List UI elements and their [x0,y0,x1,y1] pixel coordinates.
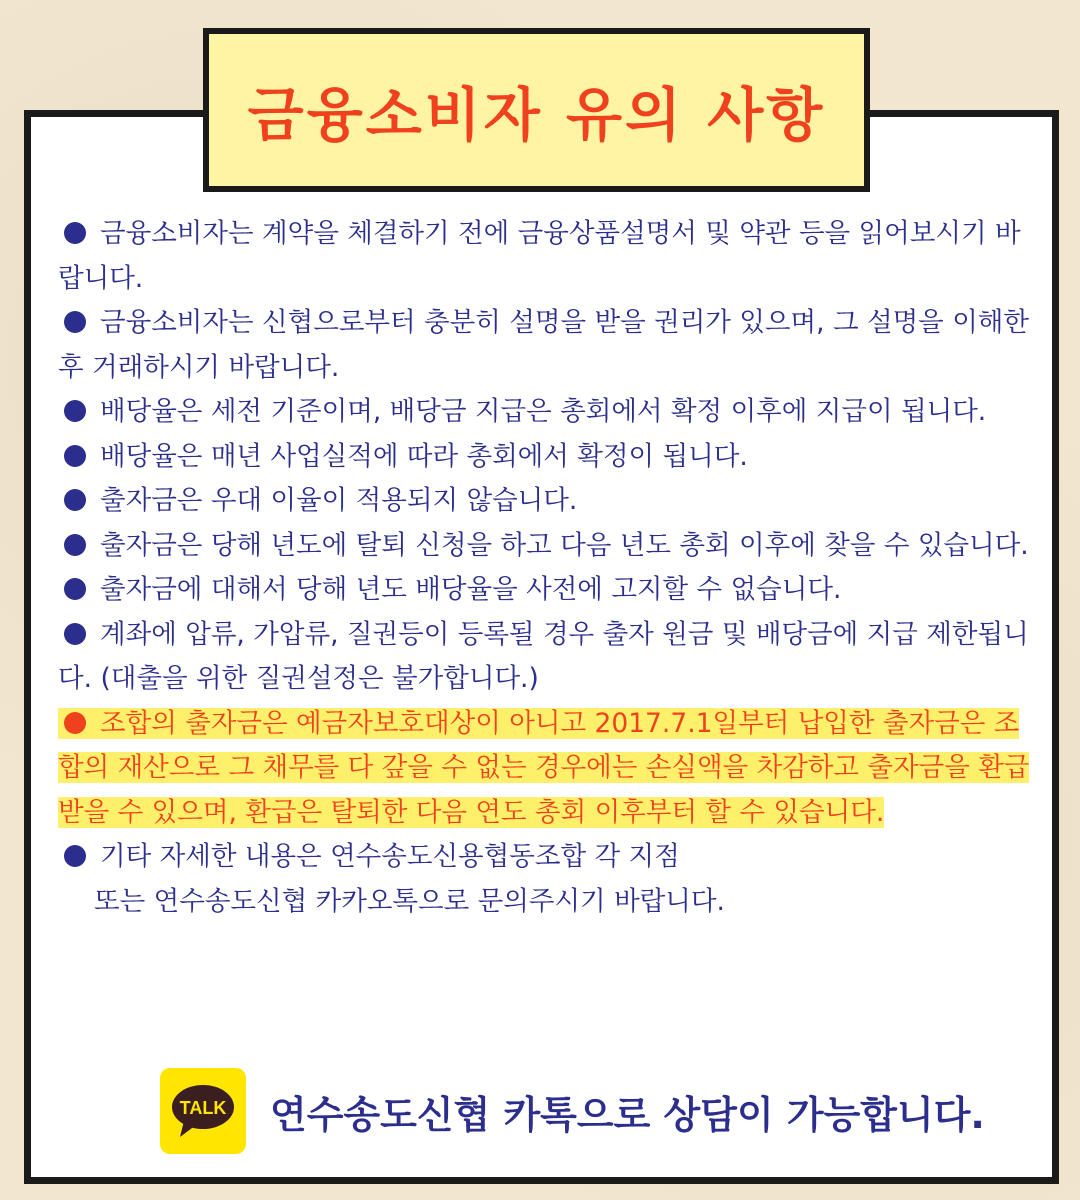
notice-text: 배당율은 매년 사업실적에 따라 총회에서 확정이 됩니다. [100,440,748,472]
notice-text: 출자금은 우대 이율이 적용되지 않습니다. [100,485,578,516]
bullet-icon [64,712,86,734]
bullet-icon [64,311,86,333]
notice-text: 금융소비자는 계약을 체결하기 전에 금융상품설명서 및 약관 등을 읽어보시기 바랍니다. [58,218,1021,294]
notice-text-continued: 또는 연수송도신협 카카오톡으로 문의주시기 바랍니다. [94,885,725,917]
list-item [58,835,1030,924]
notice-text: 기타 자세한 내용은 연수송도신용협동조합 각 지점 [100,841,680,872]
notice-text: 배당율은 세전 기준이며, 배당금 지급은 총회에서 확정 이후에 지급이 됩니다. [100,396,987,427]
list-item [58,524,1030,569]
kakao-talk-icon[interactable] [160,1068,246,1154]
warning-text: 조합의 출자금은 예금자보호대상이 아니고 2017.7.1일부터 납입한 출자금은 조합의 재산으로 그 채무를 다 갚을 수 없는 경우에는 손실액을 차감하고 출자금을 환급받을 수 있으며, 환급은 탈퇴한 다음 연도 총회 이후부터 할 수 있습니다. [58,707,1030,828]
title-box [203,28,870,192]
list-item [58,568,1030,613]
notice-text: 계좌에 압류, 가압류, 질권등이 등록될 경우 출자 원금 및 배당금에 지급 제한됩니다. (대출을 위한 질권설정은 불가합니다.) [58,618,1029,694]
notice-text: 출자금에 대해서 당해 년도 배당율을 사전에 고지할 수 없습니다. [100,574,842,605]
talk-icon-label: TALK [179,1098,227,1118]
bullet-icon [64,489,86,511]
list-item [58,390,1030,435]
warning-highlight [58,708,1029,828]
list-item [58,301,1030,390]
bullet-icon [64,222,86,244]
notice-text: 금융소비자는 신협으로부터 충분히 설명을 받을 권리가 있으며, 그 설명을 이해한 후 거래하시기 바랍니다. [58,307,1030,383]
list-item [58,212,1030,301]
warning-item [58,702,1030,836]
bullet-icon [64,445,86,467]
kakao-talk-banner[interactable] [160,1068,985,1154]
bullet-icon [64,534,86,556]
bullet-icon [64,623,86,645]
page-title: 금융소비자 유의 사항 [247,81,826,149]
list-item [58,479,1030,524]
notice-list [58,212,1030,924]
notice-text: 출자금은 당해 년도에 탈퇴 신청을 하고 다음 년도 총회 이후에 찾을 수 있습니다. [100,529,1029,561]
speech-bubble-icon [170,1083,236,1139]
talk-message: 연수송도신협 카톡으로 상담이 가능합니다. [270,1092,985,1137]
list-item [58,613,1030,702]
list-item [58,435,1030,480]
bullet-icon [64,845,86,867]
bullet-icon [64,578,86,600]
bullet-icon [64,400,86,422]
